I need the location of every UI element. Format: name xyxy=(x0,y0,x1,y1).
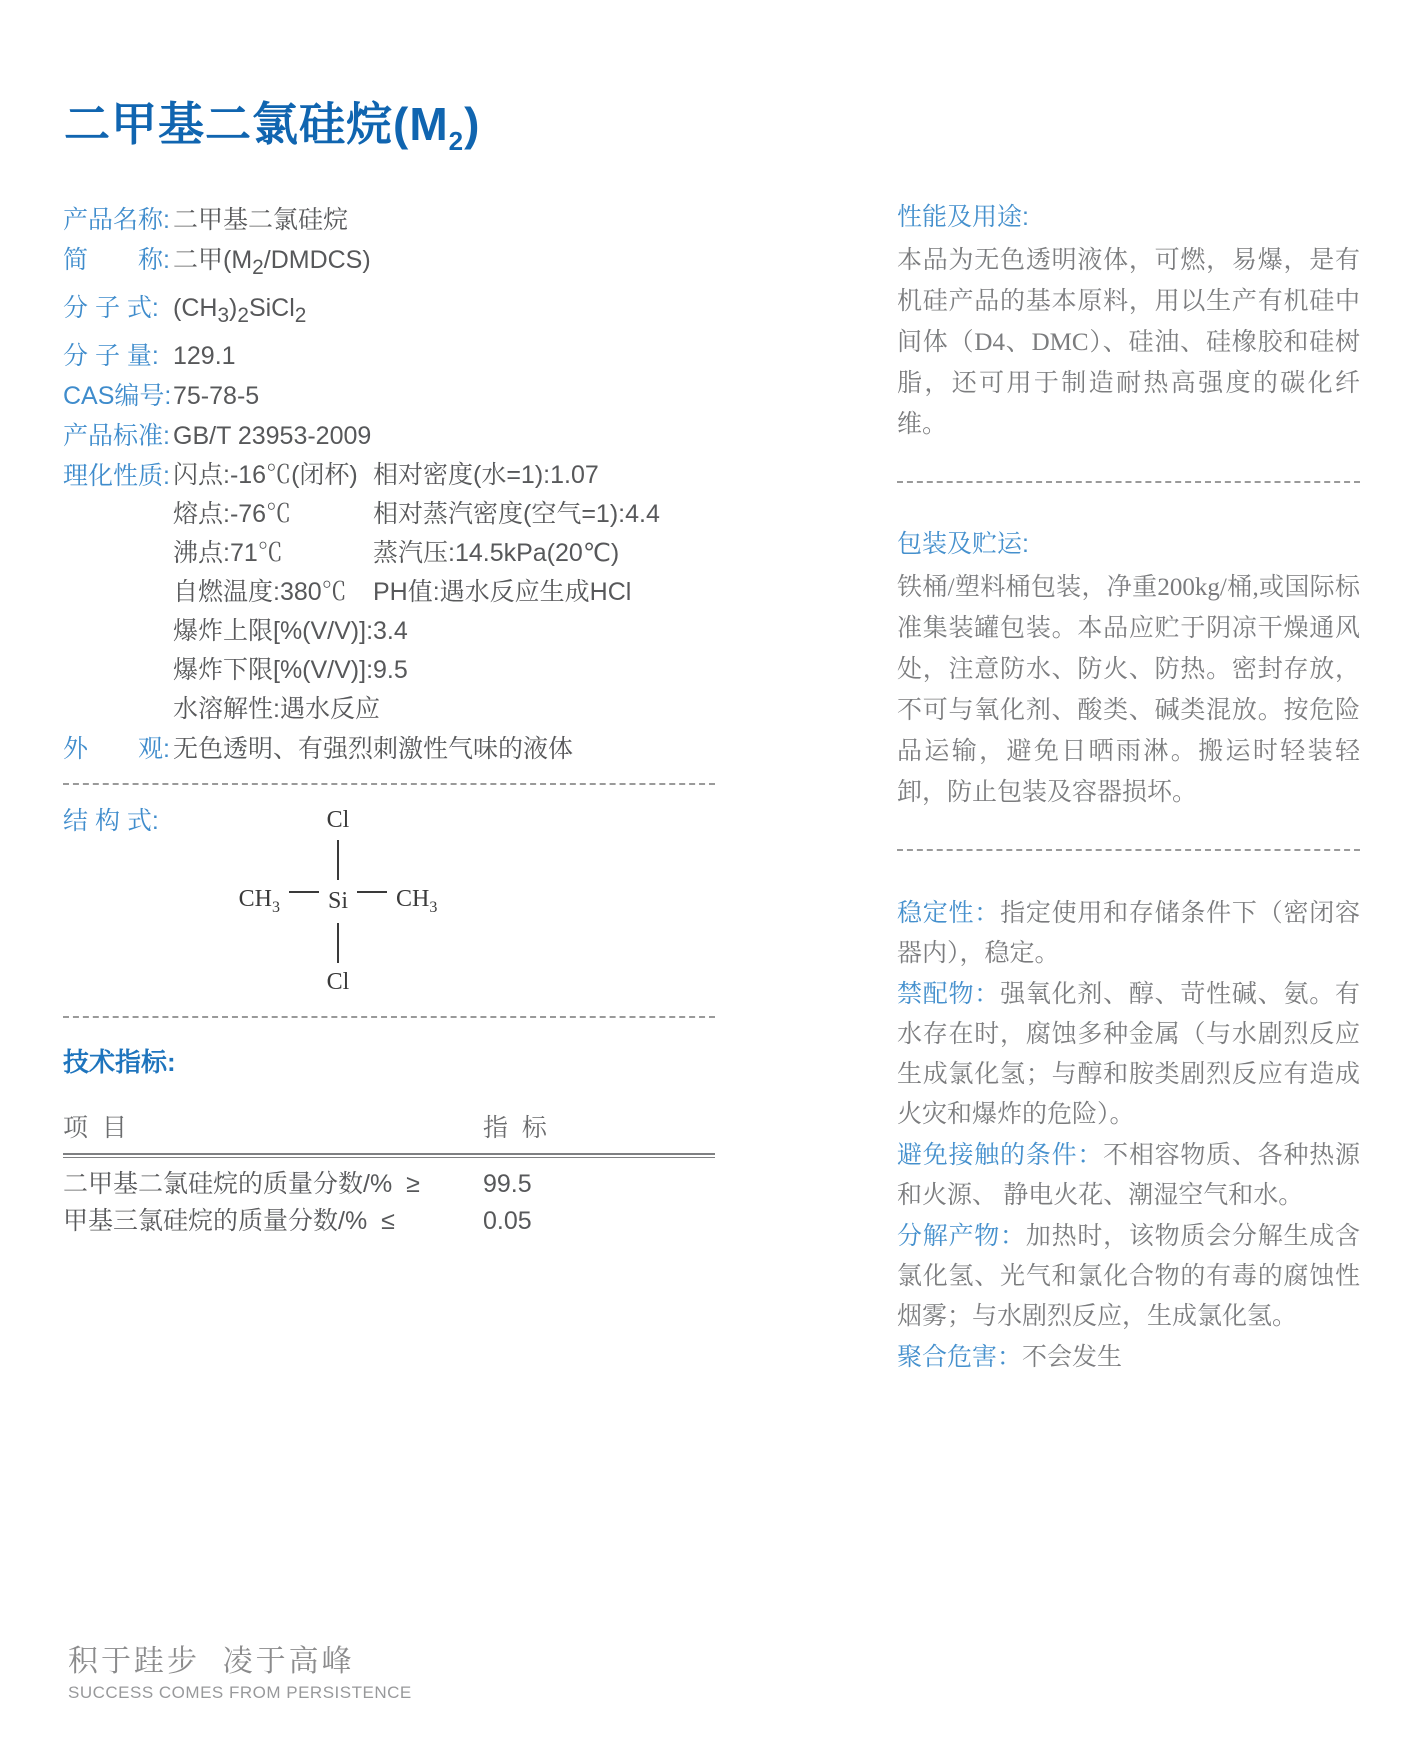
spec-value: 99.5 xyxy=(483,1169,532,1198)
spec-table xyxy=(63,1110,715,1240)
field-label: 分 子 式: xyxy=(63,294,159,322)
spec-value: 0.05 xyxy=(483,1206,532,1235)
footer-slogan-english: SUCCESS COMES FROM PERSISTENCE xyxy=(68,1683,412,1702)
phys-value: 相对蒸汽密度(空气=1):4.4 xyxy=(373,500,660,528)
horizontal-bond xyxy=(289,891,319,893)
structure-left-group: $CH_3$ xyxy=(238,886,280,916)
section-body: 本品为无色透明液体，可燃，易爆，是有机硅产品的基本原料，用以生产有机硅中间体（D4、DMC）、硅油、硅橡胶和硅树脂，还可用于制造耐热高强度的碳化纤维。 xyxy=(897,247,1360,438)
field-product-name xyxy=(63,200,715,240)
field-value: $(CH_3)_2SiCl_2$ xyxy=(173,294,307,327)
field-value: 75-78-5 xyxy=(173,382,260,410)
structure-middle-row xyxy=(239,886,438,917)
safety-text: 加热时，该物质会分解生成含氯化氢、光气和氯化合物的有毒的腐蚀性烟雾；与水剧烈反应，生成氯化氢。 xyxy=(897,1223,1360,1330)
dashed-divider xyxy=(63,1016,715,1018)
table-double-rule xyxy=(63,1153,715,1158)
spec-header-value: 指 标 xyxy=(483,1113,547,1142)
field-label: CAS编号: xyxy=(63,382,172,410)
structural-formula xyxy=(223,801,453,996)
phys-row xyxy=(173,690,715,729)
phys-value: 自燃温度:380℃ xyxy=(173,578,347,606)
safety-item xyxy=(897,1216,1360,1337)
tech-specs-title: 技术指标: xyxy=(63,1046,176,1077)
field-value: 二甲$(M_2/DMDCS)$ xyxy=(173,246,371,279)
phys-row xyxy=(173,495,715,534)
phys-row xyxy=(173,612,715,651)
phys-value: 爆炸上限[%(V/V)]:3.4 xyxy=(173,617,408,645)
section-title: 包装及贮运: xyxy=(897,530,1029,558)
field-label: 理化性质: xyxy=(63,462,170,490)
field-label: 外 观: xyxy=(63,735,170,763)
safety-label: 避免接触的条件： xyxy=(897,1141,1104,1169)
field-formula xyxy=(63,288,715,336)
field-phys-properties xyxy=(63,456,715,729)
field-mol-weight xyxy=(63,336,715,376)
field-value: GB/T 23953-2009 xyxy=(173,422,372,450)
phys-row xyxy=(173,651,715,690)
spec-item: 二甲基二氯硅烷的质量分数/% ≥ xyxy=(63,1169,420,1198)
field-standard xyxy=(63,416,715,456)
field-label: 简 称: xyxy=(63,246,170,274)
field-short-name xyxy=(63,240,715,288)
dashed-divider xyxy=(897,849,1360,851)
structure-right-group: $CH_3$ xyxy=(396,886,438,916)
safety-item xyxy=(897,974,1360,1135)
table-row xyxy=(63,1203,715,1240)
spec-item: 甲基三氯硅烷的质量分数/% ≤ xyxy=(63,1206,395,1235)
safety-text: 指定使用和存储条件下（密闭容器内），稳定。 xyxy=(897,900,1360,967)
page-title-subscript: 2 xyxy=(448,126,465,157)
structure-top-atom: Cl xyxy=(326,807,350,833)
phys-value: 蒸汽压:14.5kPa(20℃) xyxy=(373,539,620,567)
dashed-divider xyxy=(63,783,715,785)
dashed-divider xyxy=(897,481,1360,483)
structure-center-atom: Si xyxy=(327,887,348,914)
section-safety xyxy=(897,893,1360,1378)
field-value: 无色透明、有强烈刺激性气味的液体 xyxy=(173,735,574,763)
field-label: 分 子 量: xyxy=(63,342,159,370)
footer-slogan-chinese: 积于跬步 凌于高峰 xyxy=(68,1645,355,1678)
phys-value: 熔点:-76℃ xyxy=(173,500,292,528)
spec-header-item: 项 目 xyxy=(63,1113,127,1142)
field-cas xyxy=(63,376,715,416)
page-title xyxy=(64,88,480,157)
safety-label: 分解产物： xyxy=(897,1222,1026,1250)
footer-slogan xyxy=(68,1636,412,1703)
structure-section xyxy=(63,801,715,996)
page-title-suffix: ) xyxy=(464,98,481,150)
page-title-text: 二甲基二氯硅烷(M xyxy=(64,98,449,150)
spec-table-header-row xyxy=(63,1110,715,1147)
safety-label: 聚合危害： xyxy=(897,1343,1023,1371)
horizontal-bond xyxy=(357,891,387,893)
safety-label: 稳定性： xyxy=(897,899,1001,927)
phys-row xyxy=(173,573,715,612)
safety-item xyxy=(897,1135,1360,1216)
section-title: 性能及用途: xyxy=(897,203,1029,231)
phys-row xyxy=(173,456,715,495)
vertical-bond xyxy=(337,840,339,880)
right-column xyxy=(897,198,1360,1378)
safety-item xyxy=(897,893,1360,974)
vertical-bond xyxy=(337,923,339,963)
phys-properties-block xyxy=(173,456,715,729)
table-row xyxy=(63,1166,715,1203)
phys-value: 水溶解性:遇水反应 xyxy=(173,695,380,723)
field-label: 产品标准: xyxy=(63,422,170,450)
phys-value: 闪点:-16℃(闭杯) xyxy=(173,461,358,489)
safety-item xyxy=(897,1337,1360,1378)
field-label: 结 构 式: xyxy=(63,807,159,835)
phys-value: 爆炸下限[%(V/V)]:9.5 xyxy=(173,656,408,684)
field-appearance xyxy=(63,729,715,769)
field-value: 二甲基二氯硅烷 xyxy=(173,206,349,234)
phys-value: PH值:遇水反应生成HCl xyxy=(373,578,632,606)
left-column xyxy=(63,200,715,1240)
section-body: 铁桶/塑料桶包装，净重200kg/桶,或国际标准集装罐包装。本品应贮于阴凉干燥通风处，注意防水、防火、防热。密封存放，不可与氧化剂、酸类、碱类混放。按危险品运输，避免日晒雨淋。搬运时轻装轻卸，防止包装及容器损坏。 xyxy=(897,574,1360,806)
safety-text: 不会发生 xyxy=(1022,1344,1123,1371)
section-performance xyxy=(897,198,1360,445)
field-label: 产品名称: xyxy=(63,206,170,234)
phys-value: 沸点:71℃ xyxy=(173,539,283,567)
structure-bottom-atom: Cl xyxy=(326,968,350,995)
safety-label: 禁配物： xyxy=(897,980,1001,1008)
safety-text: 强氧化剂、醇、苛性碱、氨。有水存在时，腐蚀多种金属（与水剧烈反应生成氯化氢；与醇和胺类剧烈反应有造成火灾和爆炸的危险）。 xyxy=(897,981,1360,1128)
field-value: 129.1 xyxy=(173,342,236,370)
section-packaging xyxy=(897,525,1360,813)
phys-value: 相对密度(水=1):1.07 xyxy=(373,461,599,489)
safety-text: 不相容物质、各种热源和火源、 静电火花、潮湿空气和水。 xyxy=(897,1142,1360,1209)
phys-row xyxy=(173,534,715,573)
